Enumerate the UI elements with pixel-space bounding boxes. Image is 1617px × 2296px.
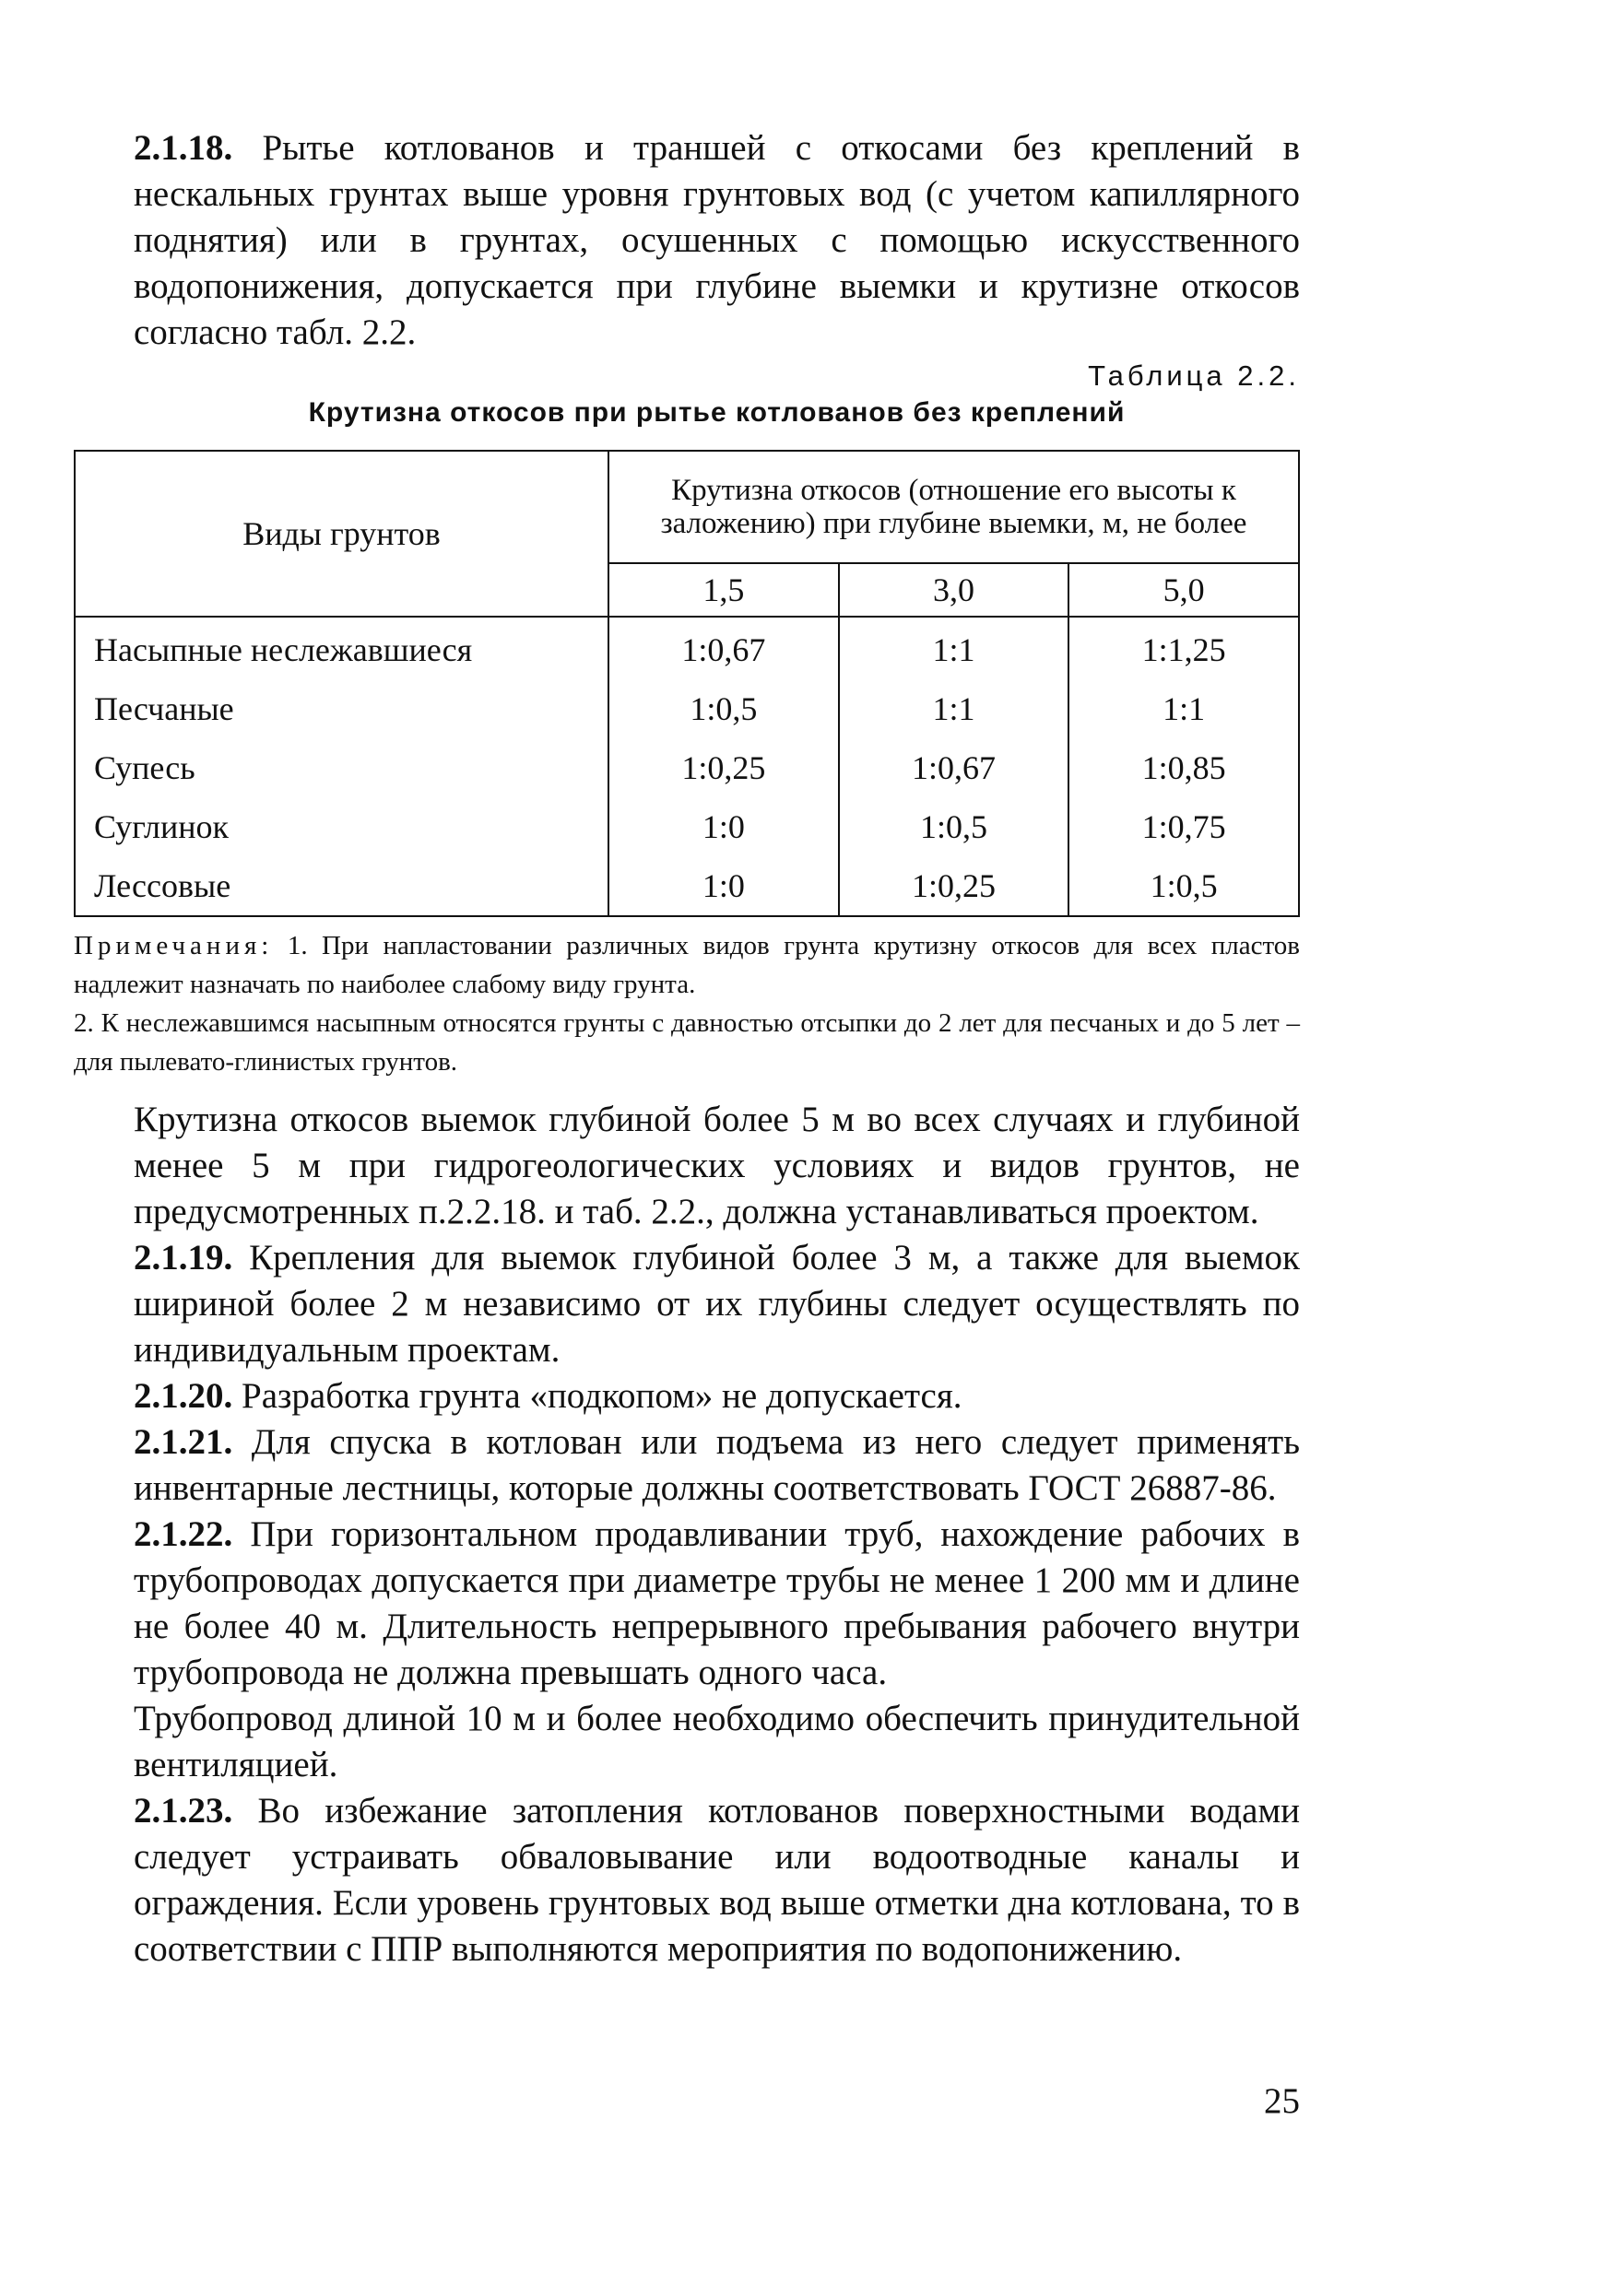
paragraph-number: 2.1.21. [134,1422,233,1462]
table-row [75,617,1299,679]
header-depth-3: 5,0 [1068,563,1299,617]
table-cell: 1:0,5 [839,797,1069,856]
header-steepness: Крутизна откосов (отношение его высоты к заложению) при глубине выемки, м, не более [608,451,1299,563]
note-2: 2. К неслежавшимся насыпным относятся грунты с давностью отсыпки до 2 лет для песчаных и до 5 лет – для пылевато-глинистых грунтов. [74,1008,1300,1077]
header-depth-1: 1,5 [608,563,839,617]
paragraph-pipeline: Трубопровод длиной 10 м и более необходимо обеспечить принудительной вентиляцией. [134,1699,1300,1784]
soil-name: Песчаные [75,679,608,738]
paragraph-text: Крепления для выемок глубиной более 3 м, а также для выемок шириной более 2 м независимо от их глубины следует осуществлять по индивидуальным проектам. [134,1238,1300,1370]
page-number: 25 [1264,2081,1300,2121]
main-text [134,1097,1300,1972]
table-row [75,738,1299,797]
paragraph-text: Во избежание затопления котлованов поверхностными водами следует устраивать обваловывание или водоотводные каналы и ограждения. Если уровень грунтовых вод выше отметки дна котлована, то в соответствии с ППР выполняются мероприятия по водопонижению. [134,1791,1300,1969]
paragraph-steepness: Крутизна откосов выемок глубиной более 5 м во всех случаях и глубиной менее 5 м при гидрогеологических условиях и видов грунтов, не предусмотренных п.2.2.18. и таб. 2.2., должна устанавливаться проектом. [134,1100,1300,1231]
table-row [75,797,1299,856]
paragraph-2-1-23 [134,1788,1300,1972]
table-row [75,679,1299,738]
soil-name: Насыпные неслежавшиеся [75,617,608,679]
table-cell: 1:0,67 [839,738,1069,797]
note-1: 1. При напластовании различных видов грунта крутизну откосов для всех пластов надлежит назначать по наиболее слабому виду грунта. [74,931,1300,999]
table-cell: 1:0,67 [608,617,839,679]
paragraph-text: Для спуска в котлован или подъема из него следует применять инвентарные лестницы, которые должны соответствовать ГОСТ 26887-86. [134,1422,1300,1508]
paragraph-2-1-21 [134,1419,1300,1512]
paragraph-2-1-20 [134,1373,1300,1419]
table-label: Таблица 2.2. [1088,359,1300,392]
table-cell: 1:0,25 [839,856,1069,916]
table-row [75,856,1299,916]
slope-steepness-table [74,450,1300,917]
notes-label: Примечания: [74,931,274,960]
table-cell: 1:1,25 [1068,617,1299,679]
paragraph-number: 2.1.18. [134,128,233,168]
paragraph-2-1-18 [134,125,1300,356]
soil-name: Суглинок [75,797,608,856]
table-cell: 1:1 [839,679,1069,738]
paragraph-number: 2.1.20. [134,1376,233,1416]
soil-name: Лессовые [75,856,608,916]
soil-name: Супесь [75,738,608,797]
paragraph-number: 2.1.23. [134,1791,233,1831]
table-cell: 1:0,25 [608,738,839,797]
paragraph-number: 2.1.22. [134,1514,233,1554]
paragraph-text: При горизонтальном продавливании труб, нахождение рабочих в трубопроводах допускается при диаметре трубы не менее 1 200 мм и длине не более 40 м. Длительность непрерывного пребывания рабочего внутри трубопровода не должна превышать одного часа. [134,1514,1300,1692]
table-cell: 1:0,75 [1068,797,1299,856]
table-cell: 1:0 [608,797,839,856]
paragraph-2-1-22 [134,1512,1300,1696]
table-cell: 1:0,5 [1068,856,1299,916]
table-cell: 1:0 [608,856,839,916]
paragraph-text: Разработка грунта «подкопом» не допускается. [232,1376,962,1416]
paragraph-2-1-19 [134,1235,1300,1373]
header-depth-2: 3,0 [839,563,1069,617]
table-cell: 1:0,5 [608,679,839,738]
table-notes [74,926,1300,1081]
paragraph-number: 2.1.19. [134,1238,233,1278]
header-soil-types: Виды грунтов [75,451,608,617]
paragraph-text: Рытье котлованов и траншей с откосами без креплений в нескальных грунтах выше уровня грунтовых вод (с учетом капиллярного поднятия) или в грунтах, осушенных с помощью искусственного водопонижения, допускается при глубине выемки и крутизне откосов согласно табл. 2.2. [134,128,1300,352]
table-cell: 1:1 [1068,679,1299,738]
table-title: Крутизна откосов при рытье котлованов без креплений [308,397,1126,428]
table-cell: 1:0,85 [1068,738,1299,797]
table-cell: 1:1 [839,617,1069,679]
